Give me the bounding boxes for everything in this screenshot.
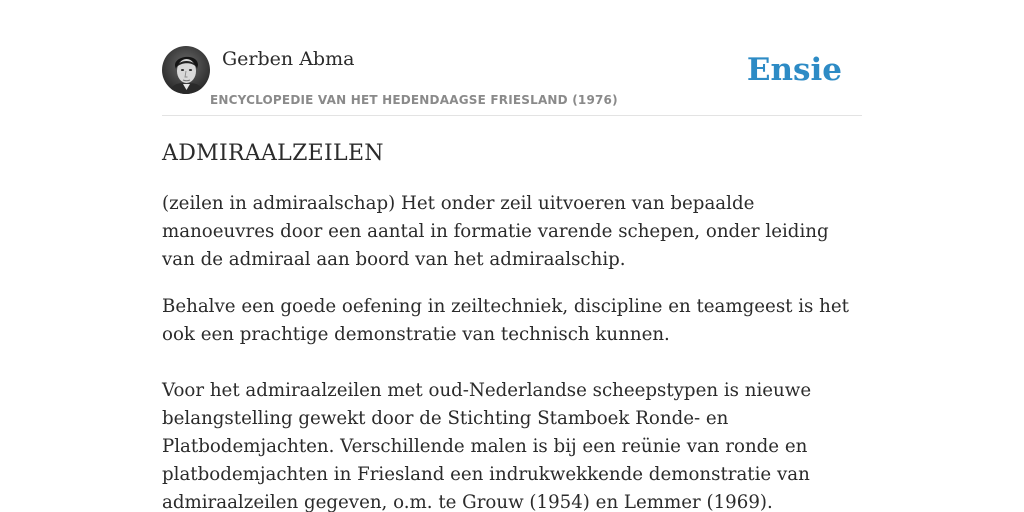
- paragraph-spacer: [162, 349, 866, 377]
- source-label[interactable]: ENCYCLOPEDIE VAN HET HEDENDAAGSE FRIESLAND (1976): [210, 93, 618, 107]
- author-name[interactable]: Gerben Abma: [222, 48, 355, 70]
- article-body: [162, 138, 866, 512]
- article-paragraph: Behalve een goede oefening in zeiltechniek, discipline en teamgeest is het ook een prachtige demonstratie van technisch kunnen.: [162, 296, 849, 345]
- author-avatar[interactable]: [162, 46, 210, 94]
- author-portrait-icon: [162, 46, 210, 94]
- article-paragraph: (zeilen in admiraalschap) Het onder zeil uitvoeren van bepaalde manoeuvres door een aantal in formatie varende schepen, onder leiding van de admiraal aan boord van het admiraalschip.: [162, 193, 829, 270]
- ensie-logo[interactable]: Ensie: [746, 52, 842, 88]
- article-header: [162, 46, 862, 116]
- article-title: ADMIRAALZEILEN: [162, 141, 384, 166]
- article-paragraph: Voor het admiraalzeilen met oud-Nederlandse scheepstypen is nieuwe belangstelling gewekt door de Stichting Stamboek Ronde- en Platbodemjachten. Verschillende malen is bij een reünie van ronde en platbodemjachten in Friesland een indrukwekkende demonstratie van admiraalzeilen gegeven, o.m. te Grouw (1954) en Lemmer (1969).: [162, 380, 812, 512]
